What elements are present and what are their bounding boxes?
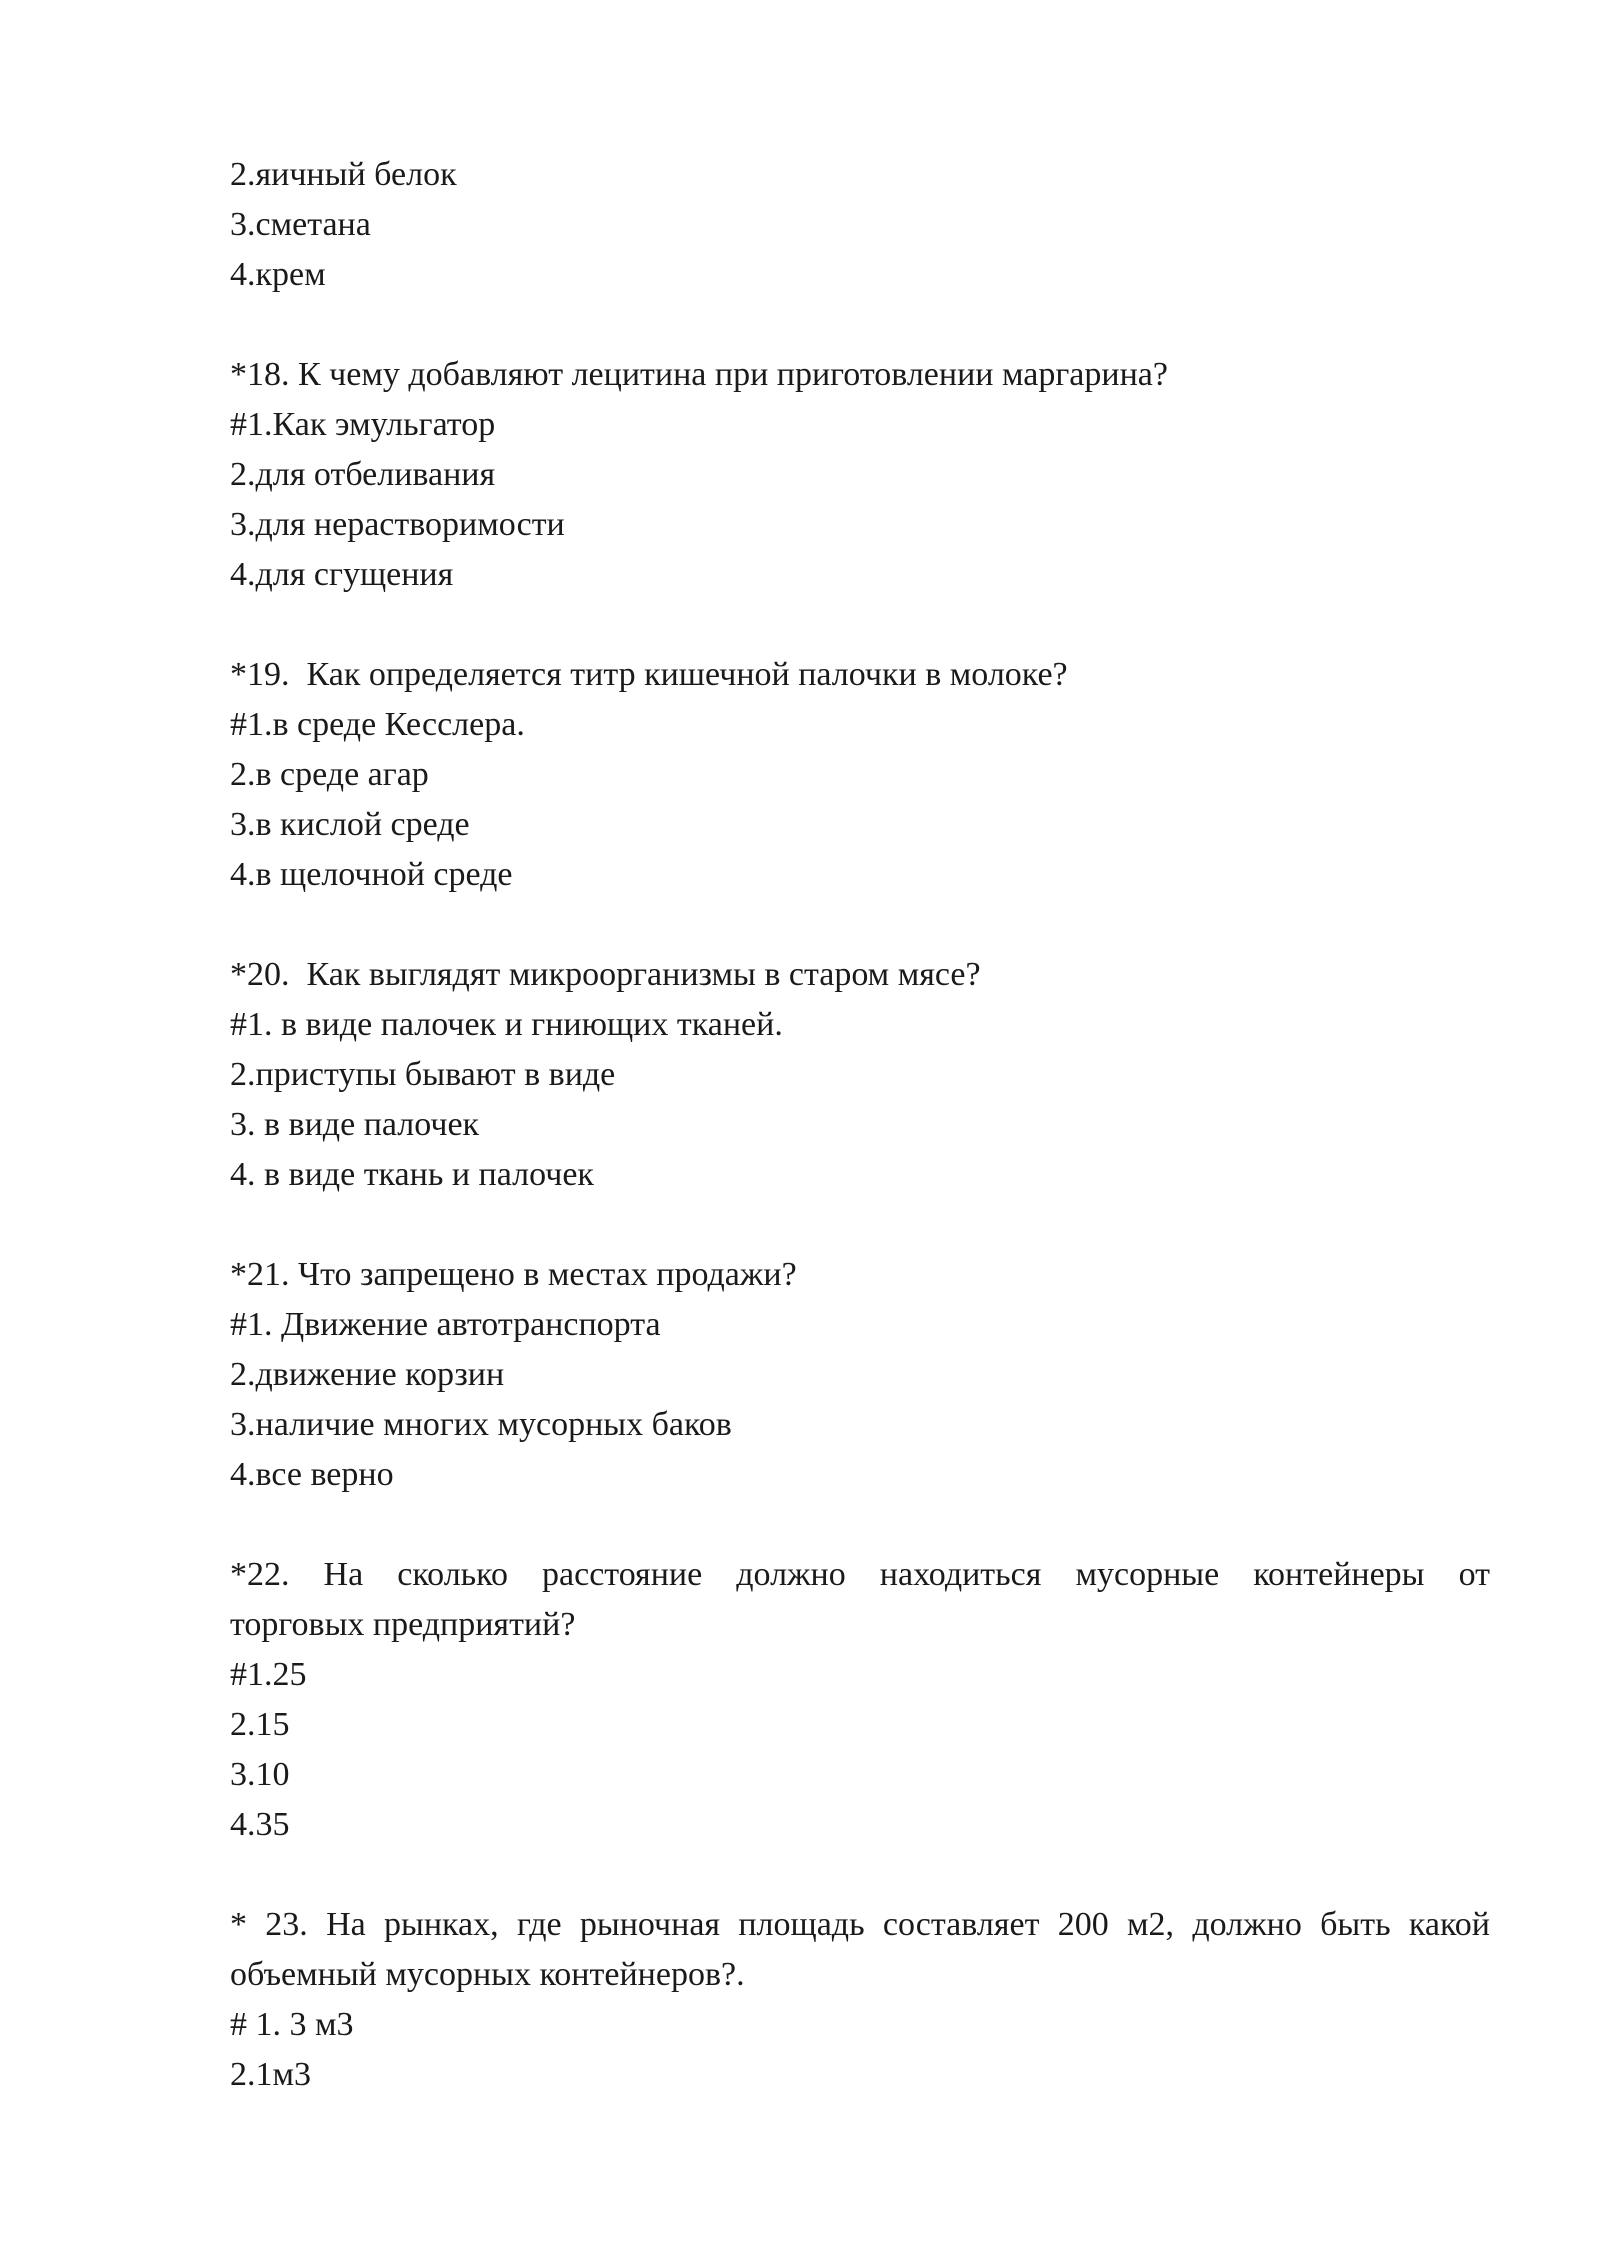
answer-option: 2.яичный белок — [230, 156, 457, 193]
answer-option: 2.1м3 — [230, 2056, 312, 2093]
question-block-23 — [230, 1900, 1490, 2100]
answer-option: 2.для отбеливания — [230, 456, 496, 493]
document-content — [230, 150, 1490, 2100]
paragraph-gap — [230, 1200, 1490, 1250]
answer-option: 4.для сгущения — [230, 556, 454, 593]
answer-option: #1. Движение автотранспорта — [230, 1306, 661, 1343]
answer-option: 2.движение корзин — [230, 1356, 505, 1393]
answer-option: 3.10 — [230, 1756, 290, 1793]
answer-option: #1.Как эмульгатор — [230, 406, 496, 443]
question-text: *18. К чему добавляют лецитина при приготовлении маргарина? — [230, 356, 1168, 393]
answer-option: 4.в щелочной среде — [230, 856, 513, 893]
question-block-22 — [230, 1550, 1490, 1850]
answer-option: 3.сметана — [230, 206, 371, 243]
answer-option: 4.35 — [230, 1806, 290, 1843]
answer-option: #1. в виде палочек и гниющих тканей. — [230, 1006, 783, 1043]
answer-option: # 1. 3 м3 — [230, 2006, 354, 2043]
paragraph-gap — [230, 900, 1490, 950]
paragraph-gap — [230, 1850, 1490, 1900]
answer-option: 3.наличие многих мусорных баков — [230, 1406, 732, 1443]
answer-option: 3.для нерастворимости — [230, 506, 565, 543]
question-block-21 — [230, 1250, 1490, 1500]
question-text-line-1: *22. На сколько расстояние должно находиться мусорные контейнеры от — [230, 1556, 1490, 1593]
question-text: *19. Как определяется титр кишечной палочки в молоке? — [230, 656, 1068, 693]
question-text-line-2: объемный мусорных контейнеров?. — [230, 1956, 745, 1993]
question-block-19 — [230, 650, 1490, 900]
answer-option: 3. в виде палочек — [230, 1106, 480, 1143]
answer-option: 2.15 — [230, 1706, 290, 1743]
answer-block-17 — [230, 150, 1490, 300]
answer-option: 2.в среде агар — [230, 756, 429, 793]
answer-option: 4. в виде ткань и палочек — [230, 1156, 594, 1193]
question-block-20 — [230, 950, 1490, 1200]
question-text — [230, 1900, 1490, 2000]
answer-option: 2.приступы бывают в виде — [230, 1056, 616, 1093]
answer-option: #1.в среде Кесслера. — [230, 706, 525, 743]
answer-option: #1.25 — [230, 1656, 307, 1693]
question-text-line-2: торговых предприятий? — [230, 1606, 576, 1643]
paragraph-gap — [230, 600, 1490, 650]
paragraph-gap — [230, 300, 1490, 350]
question-text: *21. Что запрещено в местах продажи? — [230, 1256, 797, 1293]
question-text — [230, 1550, 1490, 1650]
answer-option: 4.все верно — [230, 1456, 394, 1493]
answer-option: 4.крем — [230, 256, 326, 293]
answer-option: 3.в кислой среде — [230, 806, 470, 843]
paragraph-gap — [230, 1500, 1490, 1550]
question-text-line-1: * 23. На рынках, где рыночная площадь составляет 200 м2, должно быть какой — [230, 1906, 1490, 1943]
question-block-18 — [230, 350, 1490, 600]
question-text: *20. Как выглядят микроорганизмы в старом мясе? — [230, 956, 981, 993]
